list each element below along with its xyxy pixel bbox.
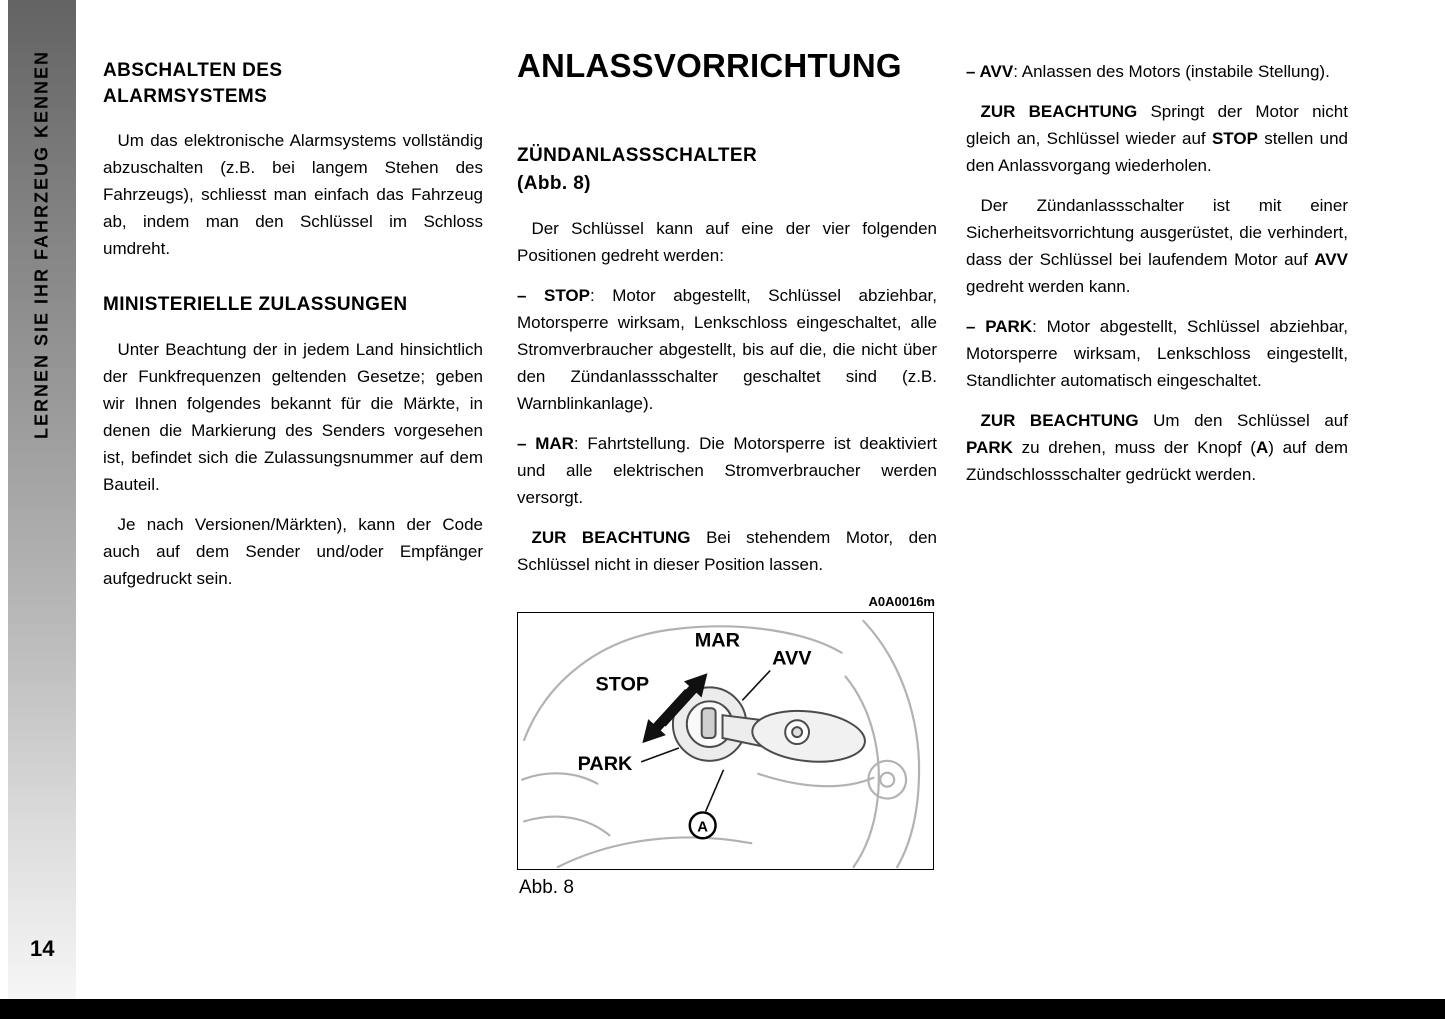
paragraph-zulassungen-1: Unter Beachtung der in jedem Land hinsichtlich der Funkfrequenzen geltenden Gesetze; geben wir Ihnen folgendes bekannt für die Märkte, in denen die Markierung des Senders vorgesehen ist, befindet sich die Zulassungsnummer auf dem Bauteil.	[103, 339, 483, 494]
heading-line: ABSCHALTEN DES	[103, 60, 283, 81]
left-column	[103, 58, 483, 605]
paragraph-intro: Der Schlüssel kann auf eine der vier folgenden Positionen gedreht werden:	[517, 219, 937, 266]
figure-caption: Abb. 8	[519, 877, 574, 899]
paragraph-zulassungen-2: Je nach Versionen/Märkten), kann der Code auch auf dem Sender und/oder Empfänger aufgedruckt sein.	[103, 514, 483, 588]
figure-label-a: A	[697, 819, 709, 836]
paragraph-note-avv: ZUR BEACHTUNG Springt der Motor nicht gleich an, Schlüssel wieder auf STOP stellen und den Anlassvorgang wiederholen.	[966, 102, 1348, 175]
middle-column	[517, 48, 937, 899]
subsection-heading	[517, 142, 937, 197]
paragraph-note-mar: ZUR BEACHTUNG Bei stehendem Motor, den Schlüssel nicht in dieser Position lassen.	[517, 528, 937, 575]
sidebar	[8, 0, 76, 999]
figure-label-avv: AVV	[772, 647, 812, 670]
figure-code: A0A0016m	[868, 594, 935, 610]
figure-label-mar: MAR	[694, 630, 740, 653]
callout-a	[690, 813, 716, 839]
figure-abb-8	[517, 594, 937, 899]
paragraph-park-position: – PARK: Motor abgestellt, Schlüssel abziehbar, Motorsperre wirksam, Lenkschloss eingestellt, Standlichter automatisch eingeschaltet.	[966, 317, 1348, 390]
ignition-switch-drawing	[518, 613, 933, 869]
section-heading-zulassungen: MINISTERIELLE ZULASSUNGEN	[103, 294, 408, 316]
subheading-line: ZÜNDANLASSSCHALTER	[517, 145, 758, 167]
figure-label-park: PARK	[577, 753, 633, 776]
sidebar-chapter-title: LERNEN SIE IHR FAHRZEUG KENNEN	[31, 50, 52, 440]
paragraph-mar-position: – MAR: Fahrtstellung. Die Motorsperre ist deaktiviert und alle elektrischen Stromverbraucher werden versorgt.	[517, 434, 937, 508]
paragraph-avv-position: – AVV: Anlassen des Motors (instabile Stellung).	[966, 62, 1330, 81]
ignition-switch-illustration	[517, 612, 934, 870]
subheading-line: (Abb. 8)	[517, 172, 591, 194]
paragraph-safety-device: Der Zündanlassschalter ist mit einer Sicherheitsvorrichtung ausgerüstet, die verhindert, dass der Schlüssel bei laufendem Motor auf AVV gedreht werden kann.	[966, 196, 1348, 296]
heading-line: ALARMSYSTEMS	[103, 85, 268, 107]
right-column	[966, 58, 1348, 501]
chapter-title: ANLASSVORRICHTUNG	[517, 47, 902, 84]
paragraph-alarmsystem: Um das elektronische Alarmsystems vollständig abzuschalten (z.B. bei langem Stehen des Fahrzeugs), schliesst man einfach das Fahrzeug ab, indem man den Schlüssel im Schloss umdreht.	[103, 131, 483, 259]
figure-label-stop: STOP	[595, 673, 650, 696]
page-number: 14	[30, 936, 55, 961]
section-heading-alarmsystem	[103, 58, 483, 109]
footer-bar	[0, 999, 1445, 1019]
paragraph-stop-position: – STOP: Motor abgestellt, Schlüssel abziehbar, Motorsperre wirksam, Lenkschloss eingeschaltet, alle Stromverbraucher abgestellt, bis auf die, die nicht über den Zündanlassschalter geschaltet sind (z.B. Warnblinkanlage).	[517, 286, 937, 414]
paragraph-note-park: ZUR BEACHTUNG Um den Schlüssel auf PARK zu drehen, muss der Knopf (A) auf dem Zündschlossschalter gedrückt werden.	[966, 411, 1348, 484]
